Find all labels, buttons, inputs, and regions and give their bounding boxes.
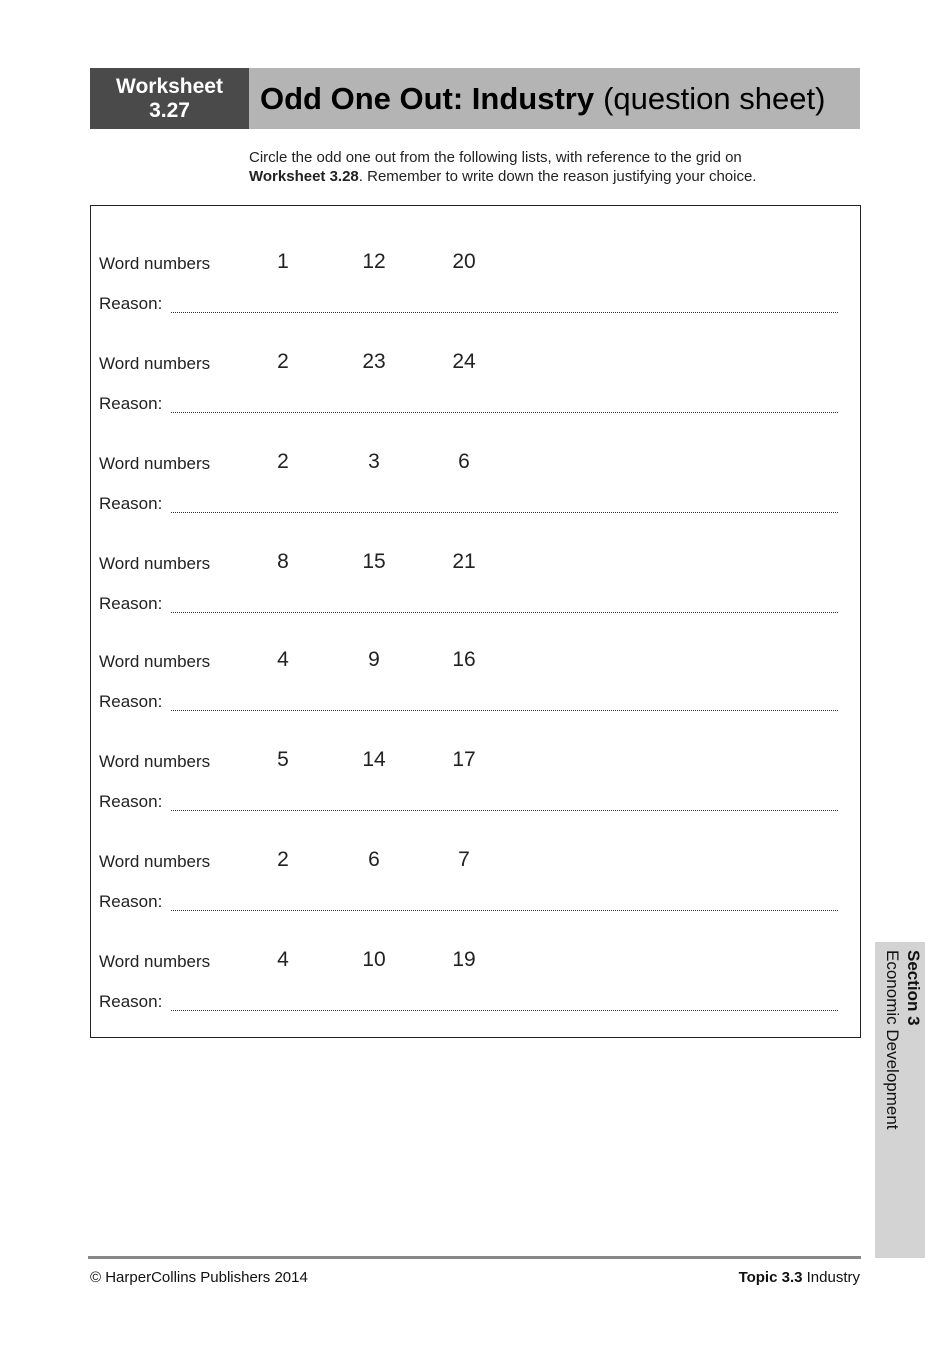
instructions [249,148,849,186]
title-main: Odd One Out: Industry [260,80,595,116]
word-number[interactable]: 1 [277,250,289,273]
word-number[interactable]: 3 [368,450,380,473]
word-number[interactable]: 17 [452,748,476,771]
section-side-text [882,950,924,1250]
word-number[interactable]: 6 [368,848,380,871]
word-number[interactable]: 2 [277,350,289,373]
question-item [91,236,860,326]
title-sub: (question sheet) [603,80,826,116]
word-number[interactable]: 15 [362,550,386,573]
footer-copyright: © HarperCollins Publishers 2014 [90,1269,308,1286]
word-numbers-label: Word numbers [99,952,211,971]
worksheet-number-box [90,68,249,129]
word-numbers-label: Word numbers [99,752,211,771]
question-item [91,336,860,426]
reason-answer-line[interactable] [171,810,838,811]
word-number[interactable]: 8 [277,550,289,573]
word-number[interactable]: 23 [362,350,386,373]
word-numbers-label: Word numbers [99,554,211,573]
word-number[interactable]: 7 [458,848,470,871]
reason-label: Reason: [99,494,163,513]
word-number[interactable]: 14 [362,748,386,771]
instructions-line-2-rest: . Remember to write down the reason justifying your choice. [358,168,757,185]
section-subtitle: Economic Development [883,950,902,1130]
instructions-worksheet-ref: Worksheet 3.28 [249,168,359,185]
word-number[interactable]: 24 [452,350,476,373]
worksheet-header [90,68,860,129]
word-numbers-label: Word numbers [99,852,211,871]
question-item [91,634,860,724]
question-item [91,934,860,1024]
word-number[interactable]: 2 [277,848,289,871]
word-number[interactable]: 10 [362,948,386,971]
worksheet-label: Worksheet [116,74,223,98]
page-title [249,68,860,129]
word-number[interactable]: 20 [452,250,476,273]
word-number[interactable]: 21 [452,550,476,573]
reason-label: Reason: [99,594,163,613]
word-number[interactable]: 4 [277,648,289,671]
question-item [91,734,860,824]
reason-answer-line[interactable] [171,910,838,911]
word-numbers-label: Word numbers [99,354,211,373]
reason-answer-line[interactable] [171,512,838,513]
word-number[interactable]: 19 [452,948,476,971]
reason-answer-line[interactable] [171,612,838,613]
section-title: Section 3 [904,950,923,1026]
question-item [91,536,860,626]
instructions-line-1: Circle the odd one out from the following lists, with reference to the grid on [249,149,742,166]
instructions-line-2 [249,167,849,186]
footer-divider [88,1256,861,1259]
question-item [91,436,860,526]
word-numbers-label: Word numbers [99,454,211,473]
reason-label: Reason: [99,394,163,413]
worksheet-number: 3.27 [149,98,190,122]
questions-frame [90,205,861,1038]
word-number[interactable]: 16 [452,648,476,671]
reason-answer-line[interactable] [171,412,838,413]
reason-answer-line[interactable] [171,710,838,711]
word-numbers-label: Word numbers [99,254,211,273]
footer-topic-name: Industry [806,1269,860,1286]
reason-answer-line[interactable] [171,1010,838,1011]
reason-label: Reason: [99,692,163,711]
footer-topic [739,1269,860,1286]
reason-label: Reason: [99,792,163,811]
footer-topic-number: Topic 3.3 [738,1269,803,1286]
word-numbers-label: Word numbers [99,652,211,671]
word-number[interactable]: 4 [277,948,289,971]
word-number[interactable]: 6 [458,450,470,473]
reason-label: Reason: [99,892,163,911]
word-number[interactable]: 12 [362,250,386,273]
reason-label: Reason: [99,294,163,313]
reason-answer-line[interactable] [171,312,838,313]
word-number[interactable]: 9 [368,648,380,671]
word-number[interactable]: 2 [277,450,289,473]
question-item [91,834,860,924]
reason-label: Reason: [99,992,163,1011]
word-number[interactable]: 5 [277,748,289,771]
